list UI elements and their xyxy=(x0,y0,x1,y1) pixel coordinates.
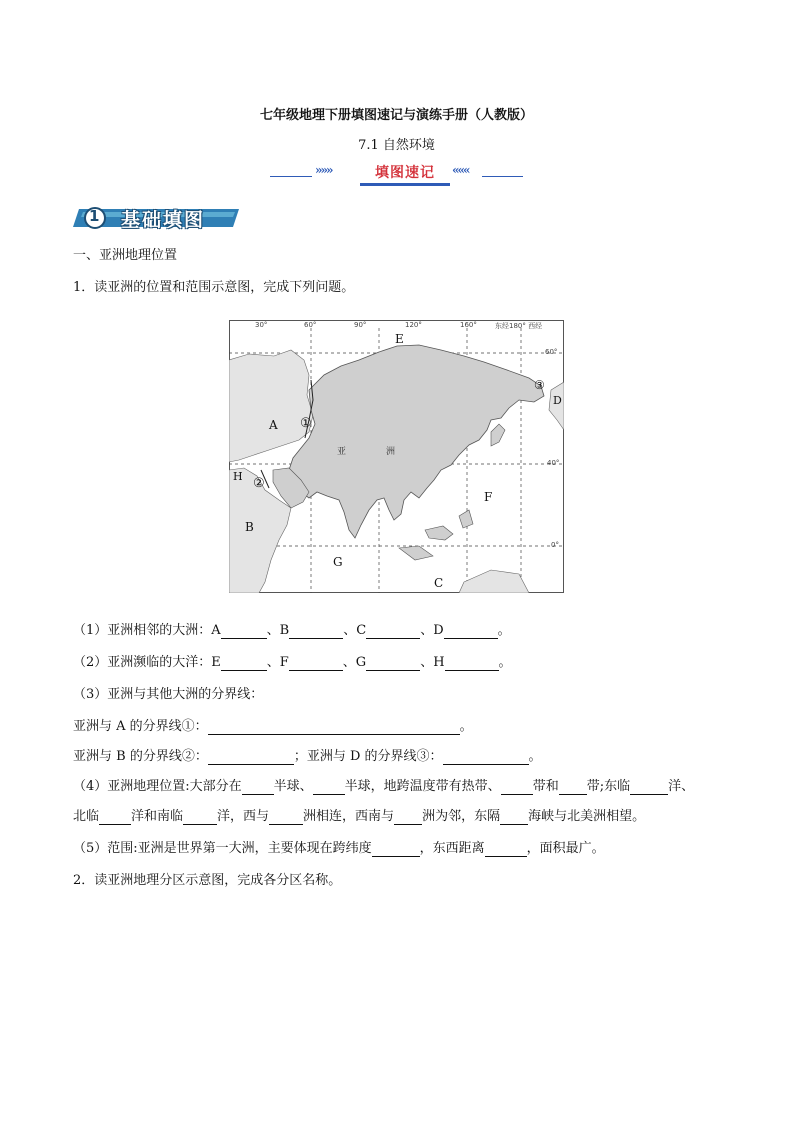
question-1-3: （3）亚洲与其他大洲的分界线： xyxy=(73,687,264,702)
map-label-G: G xyxy=(333,555,343,569)
answer-blank[interactable] xyxy=(289,625,343,639)
map-lon-90: 90° xyxy=(354,321,367,329)
map-lon-30: 30° xyxy=(255,321,268,329)
answer-blank[interactable] xyxy=(366,657,420,671)
map-lat-0: 0° xyxy=(551,541,559,549)
question-1-3b: 亚洲与 B 的分界线②： ；亚洲与 D 的分界线③： 。 xyxy=(73,749,542,764)
answer-blank[interactable] xyxy=(289,657,343,671)
answer-blank[interactable] xyxy=(559,781,587,795)
map-marker-1: ① xyxy=(300,416,312,431)
banner-right-arrows: ««« xyxy=(452,163,469,177)
answer-blank[interactable] xyxy=(445,657,499,671)
badge-number: 1 xyxy=(89,207,100,225)
banner-left-arrows: »»» xyxy=(315,163,332,177)
map-label-F: F xyxy=(484,490,493,504)
page-subtitle: 7.1 自然环境 xyxy=(358,138,435,153)
answer-blank[interactable] xyxy=(394,811,422,825)
answer-blank[interactable] xyxy=(208,751,294,765)
badge-label: 基础填图 xyxy=(121,209,206,231)
question-2-intro: 2．读亚洲地理分区示意图，完成各分区名称。 xyxy=(73,873,342,888)
answer-blank[interactable] xyxy=(221,625,267,639)
map-lon-160: 160° xyxy=(460,321,477,329)
answer-blank[interactable] xyxy=(444,625,498,639)
map-label-A: A xyxy=(269,418,278,432)
heading-asia-location: 一、亚洲地理位置 xyxy=(73,248,178,263)
section-badge xyxy=(73,204,245,230)
question-1-intro: 1．读亚洲的位置和范围示意图，完成下列问题。 xyxy=(73,280,355,295)
answer-blank[interactable] xyxy=(366,625,420,639)
question-1-4-line2: 北临 洋和南临 洋，西与 洲相连，西南与 洲为邻，东隔 海峡与北美洲相望。 xyxy=(73,809,646,824)
question-1-4-line1: （4）亚洲地理位置:大部分在 半球、 半球，地跨温度带有热带、 带和 带;东临 洋、 xyxy=(73,779,695,794)
answer-blank[interactable] xyxy=(443,751,529,765)
map-label-H: H xyxy=(233,470,243,483)
map-marker-3: ③ xyxy=(534,378,545,392)
question-1-1: （1）亚洲相邻的大洲：A 、B 、C 、D 。 xyxy=(73,623,511,638)
map-marker-2: ② xyxy=(253,476,265,491)
map-lat-60: 60° xyxy=(545,348,558,356)
map-lon-180: 东经180° 西经 xyxy=(495,322,543,330)
answer-blank[interactable] xyxy=(500,811,528,825)
answer-blank[interactable] xyxy=(313,781,345,795)
map-asia-label-1: 亚 xyxy=(337,447,347,457)
question-1-3a: 亚洲与 A 的分界线①： 。 xyxy=(73,719,473,734)
question-1-2: （2）亚洲濒临的大洋：E 、F 、G 、H 。 xyxy=(73,655,512,670)
question-1-5: （5）范围:亚洲是世界第一大洲，主要体现在跨纬度 ，东西距离 ，面积最广。 xyxy=(73,841,605,856)
map-lat-40: 40° xyxy=(547,459,560,467)
answer-blank[interactable] xyxy=(372,843,420,857)
banner-label: 填图速记 xyxy=(375,165,435,181)
banner-underline xyxy=(360,183,450,186)
page-title: 七年级地理下册填图速记与演练手册（人教版） xyxy=(259,108,533,123)
map-lon-120: 120° xyxy=(405,321,422,329)
answer-blank[interactable] xyxy=(99,811,131,825)
answer-blank[interactable] xyxy=(485,843,527,857)
answer-blank[interactable] xyxy=(630,781,668,795)
answer-blank[interactable] xyxy=(221,657,267,671)
banner-left-line xyxy=(270,176,312,177)
map-lon-60: 60° xyxy=(304,321,317,329)
answer-blank[interactable] xyxy=(208,721,460,735)
banner-right-line xyxy=(482,176,523,177)
map-label-E: E xyxy=(395,332,404,346)
answer-blank[interactable] xyxy=(501,781,533,795)
answer-blank[interactable] xyxy=(242,781,274,795)
asia-map xyxy=(229,320,564,593)
map-label-B: B xyxy=(245,520,254,534)
answer-blank[interactable] xyxy=(183,811,217,825)
map-label-D: D xyxy=(553,394,562,407)
section-banner xyxy=(270,160,523,188)
map-label-C: C xyxy=(434,576,444,590)
answer-blank[interactable] xyxy=(269,811,303,825)
map-asia-label-2: 洲 xyxy=(386,447,396,457)
